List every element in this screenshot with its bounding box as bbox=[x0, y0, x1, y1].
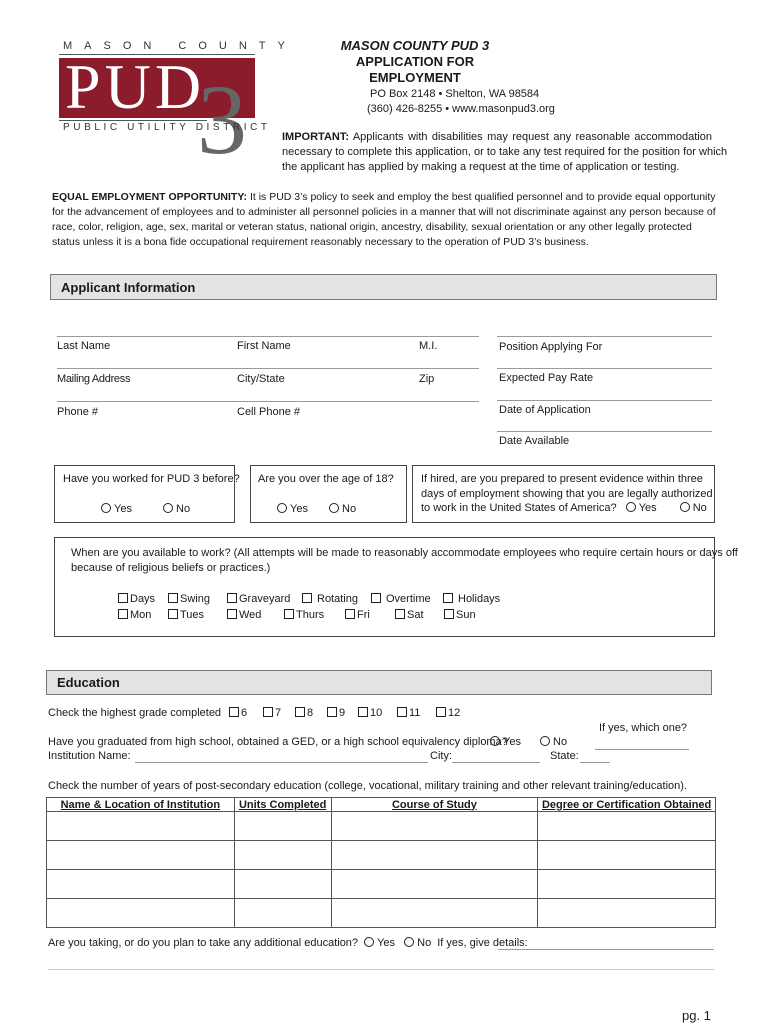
logo-digit: 3 bbox=[197, 64, 247, 175]
legal-work-question: If hired, are you prepared to present evidence within three days of employment showing that you are legally authorized to work in the United States of America? Yes No bbox=[421, 473, 713, 514]
legal-work-yes[interactable]: Yes bbox=[626, 502, 657, 514]
shift-holidays[interactable]: Holidays bbox=[443, 593, 500, 605]
important-line-1: Applicants with disabilities may request any reasonable accommodation bbox=[352, 131, 712, 143]
eeo-line-3: race, color, religion, age, sex, marital or veteran status, national origin, ancestry, disability, sexual orientation or any other legally protected bbox=[52, 221, 692, 233]
position-line[interactable] bbox=[497, 336, 712, 337]
checkbox-icon[interactable] bbox=[168, 593, 178, 603]
checkbox-icon[interactable] bbox=[168, 609, 178, 619]
eeo-line-4: status unless it is a bona fide occupational requirement reasonably necessary to the operation of PUD 3’s business. bbox=[52, 236, 589, 248]
radio-icon[interactable] bbox=[163, 503, 173, 513]
logo-main-text: PUD bbox=[65, 51, 206, 122]
checkbox-icon[interactable] bbox=[118, 593, 128, 603]
pay-rate-label: Expected Pay Rate bbox=[499, 372, 594, 384]
col-institution: Name & Location of Institution bbox=[47, 798, 235, 812]
day-thurs[interactable]: Thurs bbox=[284, 609, 324, 621]
legal-work-box bbox=[412, 465, 715, 523]
legal-work-no[interactable]: No bbox=[680, 502, 707, 514]
important-label: IMPORTANT: bbox=[282, 131, 350, 143]
checkbox-icon[interactable] bbox=[227, 609, 237, 619]
checkbox-icon[interactable] bbox=[345, 609, 355, 619]
day-sat[interactable]: Sat bbox=[395, 609, 424, 621]
eeo-line-1: It is PUD 3’s policy to seek and employ the best qualified personnel and to provide equal opportunity bbox=[249, 191, 716, 203]
name-line[interactable] bbox=[57, 336, 479, 337]
shift-rotating[interactable]: Rotating bbox=[302, 593, 358, 605]
checkbox-icon[interactable] bbox=[295, 707, 305, 717]
state-line[interactable] bbox=[580, 762, 610, 763]
date-available-label: Date Available bbox=[499, 435, 570, 447]
day-mon[interactable]: Mon bbox=[118, 609, 151, 621]
checkbox-icon[interactable] bbox=[263, 707, 273, 717]
education-table bbox=[46, 797, 716, 928]
city-state-label: City/State bbox=[237, 373, 285, 385]
shift-graveyard[interactable]: Graveyard bbox=[227, 593, 290, 605]
availability-box bbox=[54, 537, 738, 637]
checkbox-icon[interactable] bbox=[371, 593, 381, 603]
mailing-label: Mailing Address bbox=[57, 373, 131, 385]
institution-label: Institution Name: bbox=[48, 750, 131, 762]
radio-icon[interactable] bbox=[680, 502, 690, 512]
radio-icon[interactable] bbox=[364, 937, 374, 947]
additional-education-row bbox=[48, 937, 528, 949]
details-line[interactable] bbox=[498, 949, 714, 950]
state-label: State: bbox=[550, 750, 579, 762]
day-sun[interactable]: Sun bbox=[444, 609, 476, 621]
page-number: pg. 1 bbox=[682, 1008, 711, 1023]
additional-yes[interactable]: Yes bbox=[364, 937, 395, 949]
day-tues[interactable]: Tues bbox=[168, 609, 204, 621]
checkbox-icon[interactable] bbox=[227, 593, 237, 603]
org-name: MASON COUNTY PUD 3 bbox=[340, 38, 490, 53]
checkbox-icon[interactable] bbox=[284, 609, 294, 619]
grade-12[interactable]: 12 bbox=[436, 707, 460, 719]
eeo-statement bbox=[52, 190, 722, 250]
last-name-label: Last Name bbox=[57, 340, 111, 352]
worked-before-yes[interactable]: Yes bbox=[101, 503, 132, 515]
date-app-line[interactable] bbox=[497, 400, 712, 401]
grade-6[interactable]: 6 bbox=[229, 707, 247, 719]
mi-label: M.I. bbox=[419, 340, 438, 352]
graduated-yes[interactable]: Yes bbox=[490, 736, 521, 748]
address-line[interactable] bbox=[57, 368, 479, 369]
grade-10[interactable]: 10 bbox=[358, 707, 382, 719]
graduated-question: Have you graduated from high school, obtained a GED, or a high school equivalency diploma? bbox=[48, 736, 508, 748]
phone-label: Phone # bbox=[57, 406, 98, 418]
city-line[interactable] bbox=[452, 762, 540, 763]
logo bbox=[57, 40, 297, 175]
radio-icon[interactable] bbox=[540, 736, 550, 746]
checkbox-icon[interactable] bbox=[327, 707, 337, 717]
additional-education-question: Are you taking, or do you plan to take any additional education? bbox=[48, 937, 359, 949]
grade-11[interactable]: 11 bbox=[397, 707, 420, 719]
table-row bbox=[47, 870, 716, 899]
post-secondary-label: Check the number of years of post-secondary education (college, vocational, military training and other relevant training/education). bbox=[48, 780, 687, 792]
day-wed[interactable]: Wed bbox=[227, 609, 261, 621]
radio-icon[interactable] bbox=[404, 937, 414, 947]
grade-8[interactable]: 8 bbox=[295, 707, 313, 719]
cell-label: Cell Phone # bbox=[237, 406, 300, 418]
first-name-label: First Name bbox=[237, 340, 291, 352]
shift-swing[interactable]: Swing bbox=[168, 593, 210, 605]
checkbox-icon[interactable] bbox=[444, 609, 454, 619]
table-row bbox=[47, 812, 716, 841]
checkbox-icon[interactable] bbox=[397, 707, 407, 717]
over-18-box bbox=[250, 465, 407, 523]
important-line-2: necessary to complete this application, or to take any test required for the position for which bbox=[282, 146, 728, 158]
details-line-2[interactable] bbox=[48, 969, 714, 970]
date-available-line[interactable] bbox=[497, 431, 712, 432]
worked-before-box bbox=[54, 465, 240, 523]
worked-before-question: Have you worked for PUD 3 before? bbox=[63, 473, 240, 485]
logo-bottom-text: PUBLIC UTILITY DISTRICT bbox=[63, 122, 271, 133]
availability-question: When are you available to work? (All attempts will be made to reasonably accommodate employees who require certain hours or days off because of religious beliefs or practices.) bbox=[71, 547, 738, 574]
education-section-title: Education bbox=[46, 670, 712, 695]
date-application-label: Date of Application bbox=[499, 404, 591, 416]
day-fri[interactable]: Fri bbox=[345, 609, 370, 621]
city-label: City: bbox=[430, 750, 452, 762]
title-line-2: EMPLOYMENT bbox=[369, 70, 461, 85]
important-line-3: the applicant has applied by making a request at the time of application or testing. bbox=[282, 161, 680, 173]
radio-icon[interactable] bbox=[329, 503, 339, 513]
radio-icon[interactable] bbox=[101, 503, 111, 513]
worked-before-no[interactable]: No bbox=[163, 503, 190, 515]
eeo-label: EQUAL EMPLOYMENT OPPORTUNITY: bbox=[52, 191, 248, 203]
institution-line[interactable] bbox=[135, 762, 428, 763]
contact: (360) 426-8255 • www.masonpud3.org bbox=[367, 103, 555, 115]
logo-rule-bottom bbox=[59, 120, 207, 121]
phone-line[interactable] bbox=[57, 401, 479, 402]
checkbox-icon[interactable] bbox=[436, 707, 446, 717]
address: PO Box 2148 • Shelton, WA 98584 bbox=[370, 88, 540, 100]
additional-no[interactable]: No bbox=[404, 937, 431, 949]
shift-days[interactable]: Days bbox=[118, 593, 155, 605]
radio-icon[interactable] bbox=[490, 736, 500, 746]
position-label: Position Applying For bbox=[499, 341, 603, 353]
table-header-row bbox=[47, 798, 716, 812]
if-yes-which-label: If yes, which one? bbox=[599, 722, 688, 734]
additional-details-label: If yes, give details: bbox=[437, 937, 528, 949]
checkbox-icon[interactable] bbox=[443, 593, 453, 603]
over-18-yes[interactable]: Yes bbox=[277, 503, 308, 515]
logo-top-text: MASON COUNTY bbox=[63, 40, 297, 52]
over-18-no[interactable]: No bbox=[329, 503, 356, 515]
pay-rate-line[interactable] bbox=[497, 368, 712, 369]
important-notice bbox=[282, 130, 728, 175]
which-one-line[interactable] bbox=[595, 749, 689, 750]
col-units: Units Completed bbox=[234, 798, 331, 812]
checkbox-icon[interactable] bbox=[118, 609, 128, 619]
checkbox-icon[interactable] bbox=[229, 707, 239, 717]
col-course: Course of Study bbox=[331, 798, 538, 812]
table-row bbox=[47, 841, 716, 870]
col-degree: Degree or Certification Obtained bbox=[538, 798, 716, 812]
highest-grade-label: Check the highest grade completed bbox=[48, 707, 222, 719]
graduated-no[interactable]: No bbox=[540, 736, 567, 748]
over-18-question: Are you over the age of 18? bbox=[258, 473, 394, 485]
title-line-1: APPLICATION FOR bbox=[355, 54, 475, 69]
shift-overtime[interactable]: Overtime bbox=[371, 593, 431, 605]
checkbox-icon[interactable] bbox=[358, 707, 368, 717]
checkbox-icon[interactable] bbox=[395, 609, 405, 619]
grade-7[interactable]: 7 bbox=[263, 707, 281, 719]
applicant-section-title: Applicant Information bbox=[50, 274, 717, 300]
header bbox=[290, 38, 540, 86]
radio-icon[interactable] bbox=[277, 503, 287, 513]
checkbox-icon[interactable] bbox=[302, 593, 312, 603]
grade-9[interactable]: 9 bbox=[327, 707, 345, 719]
radio-icon[interactable] bbox=[626, 502, 636, 512]
table-row bbox=[47, 899, 716, 928]
zip-label: Zip bbox=[419, 373, 435, 385]
eeo-line-2: for the advancement of employees and to administer all personnel policies in a manner that will not discriminate against any person because of bbox=[52, 206, 716, 218]
